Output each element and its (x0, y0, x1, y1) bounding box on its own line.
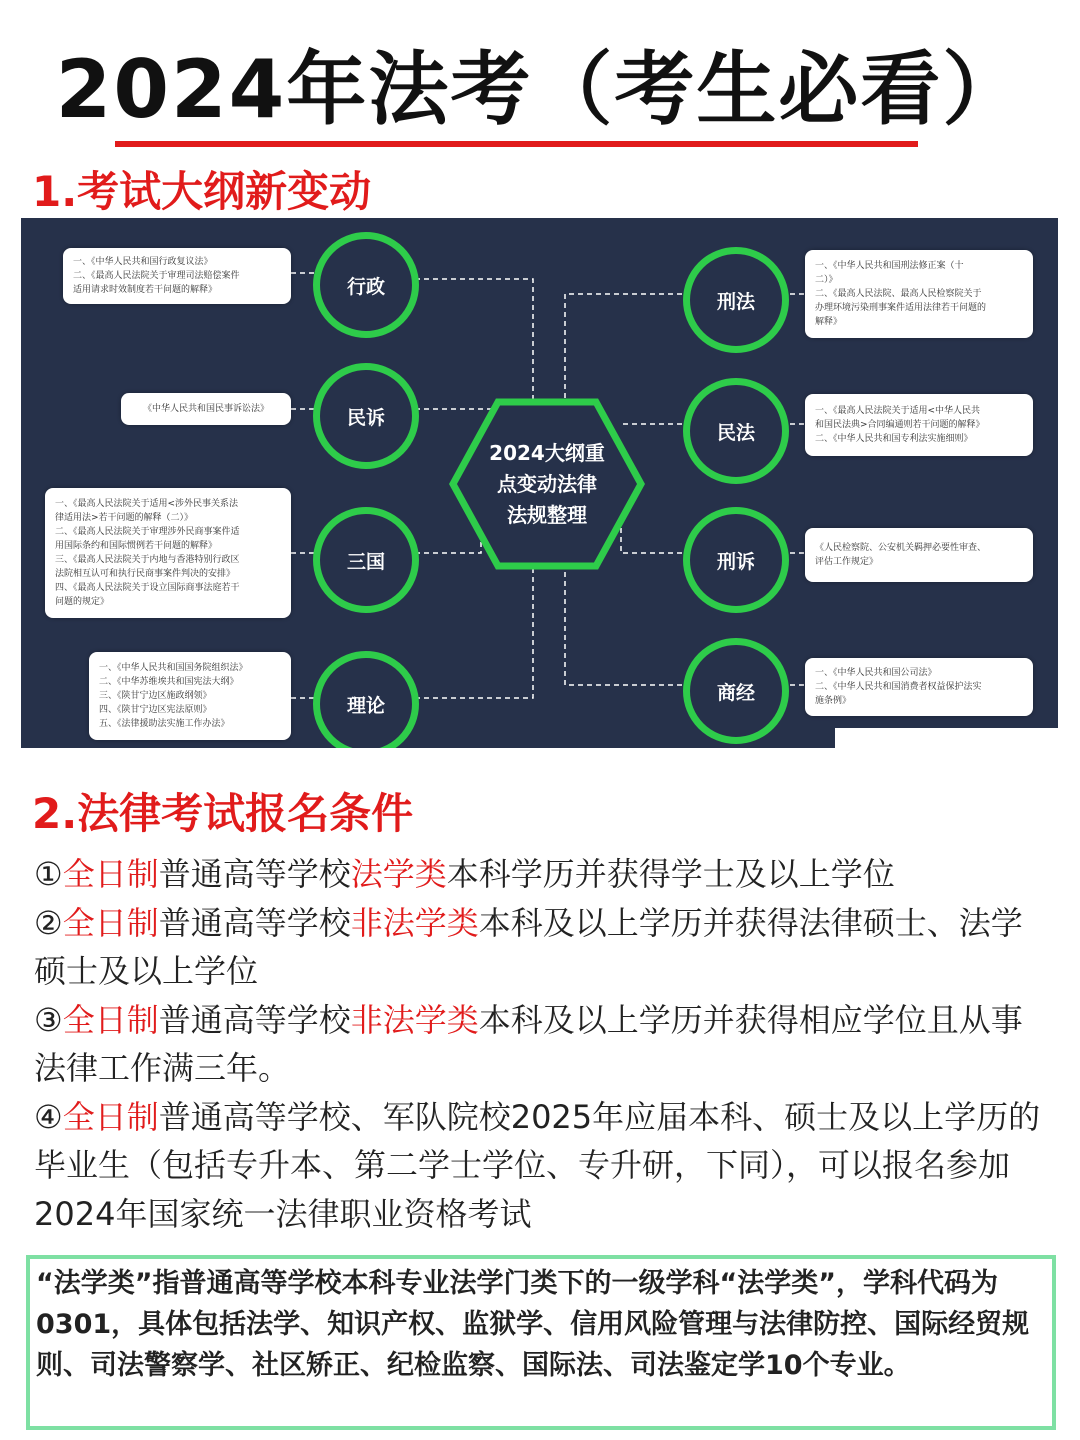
section-heading-registration: 2.法律考试报名条件 (32, 789, 414, 838)
requirement-highlight: 全日制 (62, 1097, 159, 1136)
law-box-sanguo: 一、《最高人民法院关于适用<涉外民事关系法 律适用法>若干问题的解释（二）》 二、《最高人民法院关于审理涉外民商事案件适 用国际条约和国际惯例若干问题的解释》 三、《最高人民法院关于内地与香港特别行政区 法院相互认可和执行民商事案件判决的安排》 四、《最高人民法院关于设立国际商事法庭若干 问题的规定》 (45, 488, 291, 618)
law-box-shangjing: 一、《中华人民共和国公司法》 二、《中华人民共和国消费者权益保护法实 施条例》 (805, 658, 1033, 716)
center-hexagon (449, 398, 645, 570)
center-text-line-2: 点变动法律 (497, 471, 597, 496)
registration-requirements (34, 850, 1054, 1238)
node-xingfa: 刑法 (683, 247, 789, 353)
requirement-text: 普通高等学校、军队院校2025年应届本科、硕士及以上学历的毕业生（包括专升本、第二学士学位、专升研，下同），可以报名参加2024年国家统一法律职业资格考试 (34, 1097, 1041, 1233)
center-text-line-1: 2024大纲重 (489, 440, 605, 465)
requirement-highlight: 全日制 (62, 1000, 159, 1039)
requirement-number: ③ (34, 1000, 63, 1039)
requirement-text: 本科及以上学历并获得相应学位且从事法律工作满三年。 (34, 1000, 1023, 1087)
node-sanguo: 三国 (313, 507, 419, 613)
requirement-highlight: 非法学类 (350, 1000, 479, 1039)
law-box-xingsu: 《人民检察院、公安机关羁押必要性审查、 评估工作规定》 (805, 528, 1033, 582)
law-box-minfa: 一、《最高人民法院关于适用<中华人民共 和国民法典>合同编通则若干问题的解释》 二、《中华人民共和国专利法实施细则》 (805, 394, 1033, 456)
law-box-lilun: 一、《中华人民共和国国务院组织法》 二、《中华苏维埃共和国宪法大纲》 三、《陕甘宁边区施政纲领》 四、《陕甘宁边区宪法原则》 五、《法律援助法实施工作办法》 (89, 652, 291, 740)
requirement-highlight: 全日制 (62, 855, 159, 893)
node-lilun: 理论 (313, 651, 419, 748)
node-xingsu: 刑诉 (683, 507, 789, 613)
requirement-text: 普通高等学校 (158, 903, 351, 942)
requirement-text: 本科学历并获得学士及以上学位 (446, 855, 895, 893)
requirement-highlight: 全日制 (62, 903, 159, 942)
page-title: 2024年法考（考生必看） (55, 43, 1025, 136)
requirement-text: 普通高等学校 (158, 855, 351, 893)
node-minsu: 民诉 (313, 363, 419, 469)
node-shangjing: 商经 (683, 638, 789, 744)
node-minfa: 民法 (683, 378, 789, 484)
center-text-line-3: 法规整理 (507, 502, 587, 527)
requirement-number: ① (34, 855, 63, 893)
section-heading-outline-changes: 1.考试大纲新变动 (32, 167, 372, 216)
requirement-text: 普通高等学校 (158, 1000, 351, 1039)
law-box-xingzheng: 一、《中华人民共和国行政复议法》 二、《最高人民法院关于审理司法赔偿案件 适用请求时效制度若干问题的解释》 (63, 248, 291, 304)
requirement-item (34, 1093, 1054, 1239)
title-underline (115, 141, 918, 147)
law-box-minsu: 《中华人民共和国民事诉讼法》 (121, 393, 291, 425)
requirement-highlight: 非法学类 (350, 903, 479, 942)
requirement-text: 本科及以上学历并获得法律硕士、法学硕士及以上学位 (34, 903, 1023, 990)
image-corner-patch (835, 728, 1058, 748)
outline-changes-diagram (21, 218, 1058, 748)
requirement-item (34, 996, 1054, 1093)
requirement-number: ② (34, 903, 63, 942)
requirement-highlight: 法学类 (350, 855, 447, 893)
requirement-item (34, 850, 1054, 899)
node-xingzheng: 行政 (313, 232, 419, 338)
law-box-xingfa: 一、《中华人民共和国刑法修正案（十 二）》 二、《最高人民法院、最高人民检察院关于 办理环境污染刑事案件适用法律若干问题的 解释》 (805, 250, 1033, 338)
law-category-note: “法学类”指普通高等学校本科专业法学门类下的一级学科“法学类”，学科代码为0301，具体包括法学、知识产权、监狱学、信用风险管理与法律防控、国际经贸规则、司法警察学、社区矫正、纪检监察、国际法、司法鉴定学10个专业。 (26, 1255, 1056, 1430)
requirement-number: ④ (34, 1097, 63, 1136)
requirement-item (34, 899, 1054, 996)
